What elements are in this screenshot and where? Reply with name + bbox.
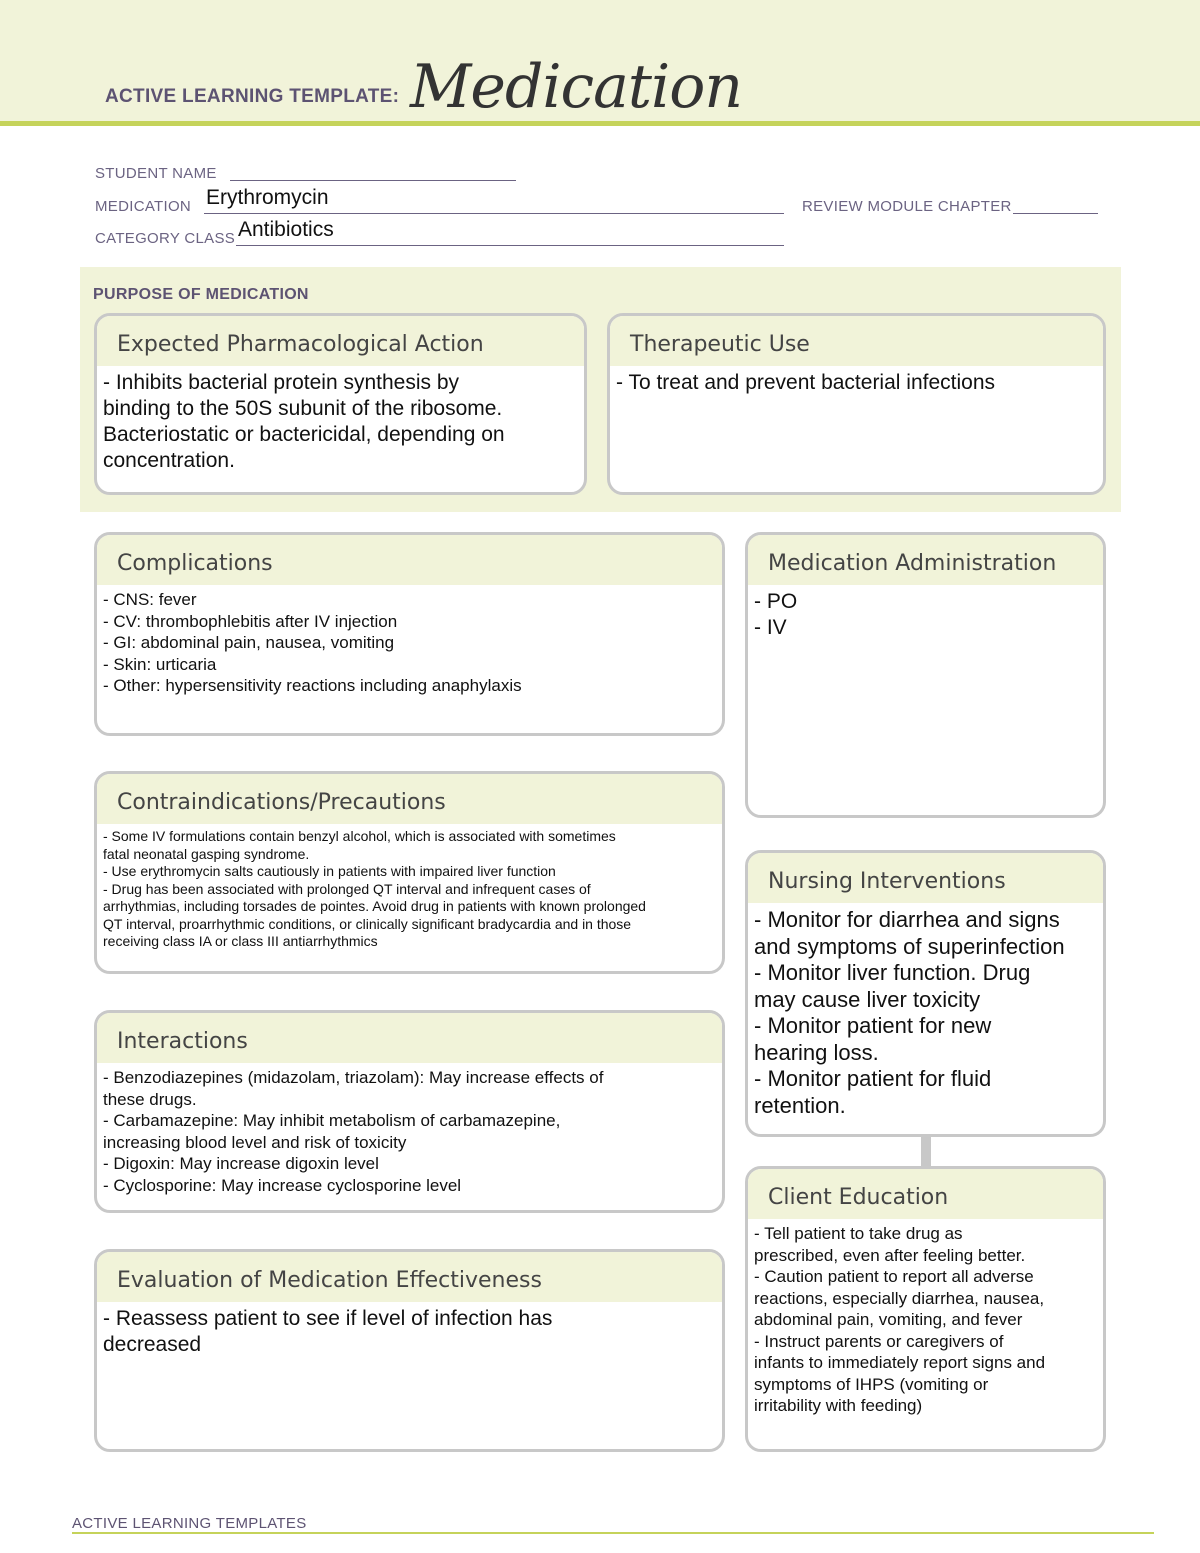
expected-action-box bbox=[94, 313, 587, 495]
interactions-title: Interactions bbox=[97, 1013, 722, 1063]
review-module-field[interactable] bbox=[1013, 213, 1098, 214]
client-education-title: Client Education bbox=[748, 1169, 1103, 1219]
medication-label: MEDICATION bbox=[95, 198, 192, 215]
contraindications-title: Contraindications/Precautions bbox=[97, 774, 722, 824]
complications-title: Complications bbox=[97, 535, 722, 585]
client-education-box bbox=[745, 1166, 1106, 1452]
complications-text[interactable]: - CNS: fever - CV: thrombophlebitis after IV injection - GI: abdominal pain, nausea, vomiting - Skin: urticaria - Other: hypersensitivity reactions including anaphylaxis bbox=[103, 590, 522, 695]
expected-action-text[interactable]: - Inhibits bacterial protein synthesis by binding to the 50S subunit of the ribosome. Bacteriostatic or bactericidal, depending on concentration. bbox=[103, 371, 505, 472]
medication-administration-box bbox=[745, 532, 1106, 818]
nursing-interventions-title: Nursing Interventions bbox=[748, 853, 1103, 903]
interactions-box bbox=[94, 1010, 725, 1213]
nursing-interventions-text[interactable]: - Monitor for diarrhea and signs and symptoms of superinfection - Monitor liver function. Drug may cause liver toxicity - Monitor patient for new hearing loss. - Monitor patient for fluid retention. bbox=[754, 907, 1065, 1118]
purpose-title: PURPOSE OF MEDICATION bbox=[93, 286, 309, 303]
medication-administration-text[interactable]: - PO - IV bbox=[754, 590, 798, 639]
evaluation-text[interactable]: - Reassess patient to see if level of infection has decreased bbox=[103, 1307, 553, 1356]
review-module-label: REVIEW MODULE CHAPTER bbox=[802, 198, 1012, 215]
evaluation-box bbox=[94, 1249, 725, 1452]
student-name-field[interactable] bbox=[230, 180, 516, 181]
medication-administration-title: Medication Administration bbox=[748, 535, 1103, 585]
medication-field[interactable] bbox=[204, 213, 784, 214]
student-name-label: STUDENT NAME bbox=[95, 165, 217, 182]
footer-label: ACTIVE LEARNING TEMPLATES bbox=[72, 1515, 307, 1532]
therapeutic-use-title: Therapeutic Use bbox=[610, 316, 1103, 366]
therapeutic-use-text[interactable]: - To treat and prevent bacterial infections bbox=[616, 371, 995, 394]
category-class-label: CATEGORY CLASS bbox=[95, 230, 236, 247]
interactions-text[interactable]: - Benzodiazepines (midazolam, triazolam): May increase effects of these drugs. - Carbamazepine: May inhibit metabolism of carbamazepine, increasing blood level and risk of toxicity - Digoxin: May increase digoxin level - Cyclosporine: May increase cyclosporine level bbox=[103, 1068, 604, 1195]
category-class-value: Antibiotics bbox=[238, 218, 334, 241]
therapeutic-use-box bbox=[607, 313, 1106, 495]
nursing-interventions-box bbox=[745, 850, 1106, 1137]
medication-value: Erythromycin bbox=[206, 186, 329, 209]
template-label: ACTIVE LEARNING TEMPLATE: bbox=[105, 86, 400, 107]
complications-box bbox=[94, 532, 725, 736]
page-title: Medication bbox=[410, 52, 742, 122]
evaluation-title: Evaluation of Medication Effectiveness bbox=[97, 1252, 722, 1302]
connector-line bbox=[921, 1134, 931, 1166]
client-education-text[interactable]: - Tell patient to take drug as prescribed, even after feeling better. - Caution patient to report all adverse reactions, especially diarrhea, nausea, abdominal pain, vomiting, and fever - Instruct parents or caregivers of infants to immediately report signs and symptoms of IHPS (vomiting or irritability with feeding) bbox=[754, 1224, 1046, 1415]
contraindications-text[interactable]: - Some IV formulations contain benzyl alcohol, which is associated with sometimes fatal neonatal gasping syndrome. - Use erythromycin salts cautiously in patients with impaired liver function - Drug has been associated with prolonged QT interval and infrequent cases of arrhythmias, including torsades de pointes. Avoid drug in patients with known prolonged QT interval, proarrhythmic conditions, or clinically significant bradycardia and in those receiving class IA or class III antiarrhythmics bbox=[103, 828, 646, 949]
contraindications-box bbox=[94, 771, 725, 974]
category-class-field[interactable] bbox=[236, 245, 784, 246]
expected-action-title: Expected Pharmacological Action bbox=[97, 316, 584, 366]
footer-rule bbox=[72, 1532, 1154, 1534]
